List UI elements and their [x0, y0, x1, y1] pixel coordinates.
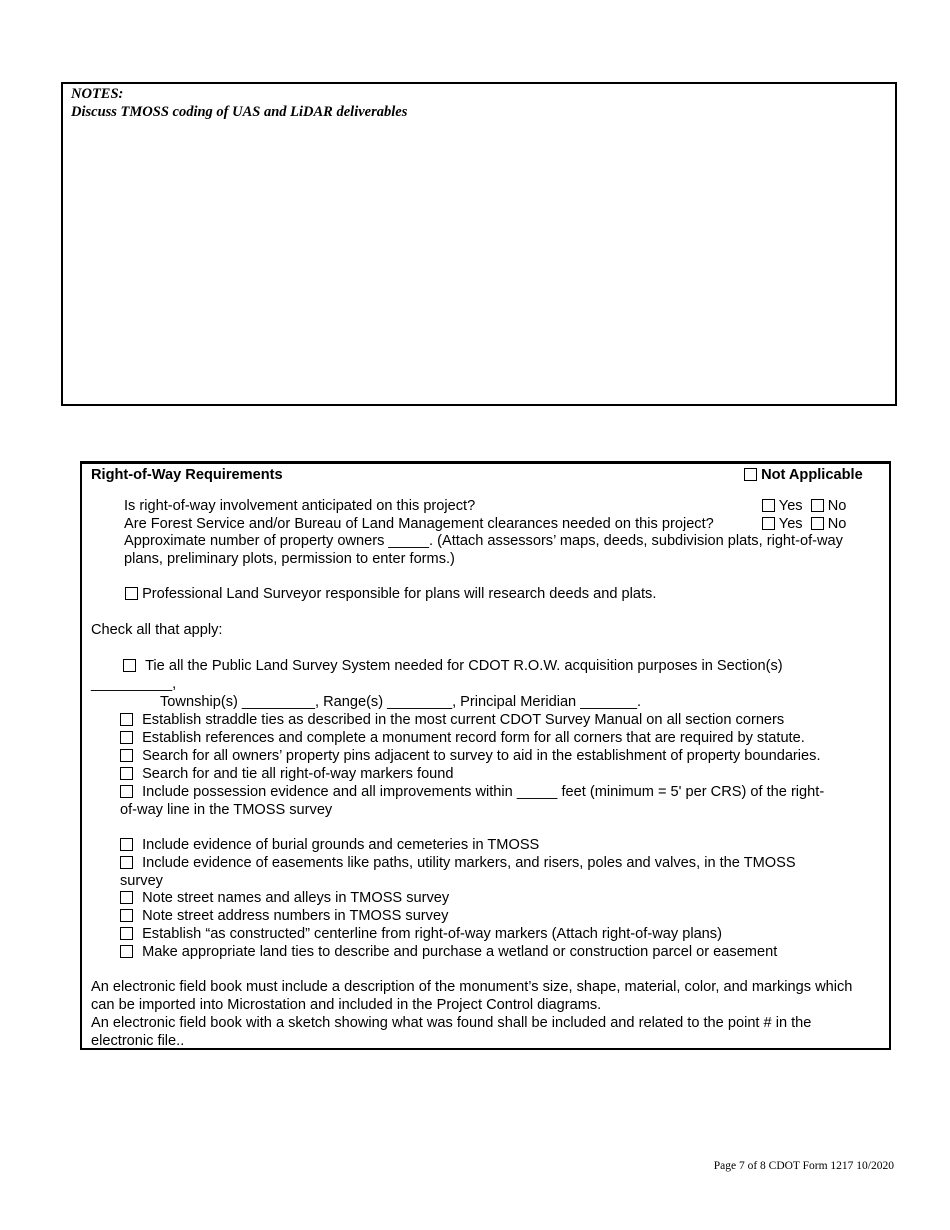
burial-checkbox[interactable]: [120, 838, 133, 851]
references-option[interactable]: [120, 730, 805, 748]
possession-checkbox[interactable]: [120, 785, 133, 798]
pls-option[interactable]: [125, 586, 656, 604]
notes-box: [61, 82, 897, 406]
street-address-label: Note street address numbers in TMOSS survey: [142, 908, 449, 924]
clearances-no-checkbox[interactable]: [811, 517, 824, 530]
property-pins-checkbox[interactable]: [120, 749, 133, 762]
centerline-option[interactable]: [120, 926, 722, 944]
burial-label: Include evidence of burial grounds and cemeteries in TMOSS: [142, 837, 540, 853]
page-footer: Page 7 of 8 CDOT Form 1217 10/2020: [713, 1160, 894, 1172]
street-address-checkbox[interactable]: [120, 909, 133, 922]
tie-plss-option[interactable]: [123, 658, 783, 676]
street-names-option[interactable]: [120, 890, 449, 908]
land-ties-label: Make appropriate land ties to describe and purchase a wetland or construction parcel or easement: [142, 944, 778, 960]
not-applicable-option[interactable]: [744, 467, 863, 485]
tie-plss-checkbox[interactable]: [123, 659, 136, 672]
right-of-way-section: [80, 461, 891, 1050]
easements-label: Include evidence of easements like paths, utility markers, and risers, poles and valves, in the TMOSS: [142, 855, 796, 871]
section-heading: Right-of-Way Requirements: [91, 467, 283, 483]
property-pins-label: Search for all owners’ property pins adjacent to survey to aid in the establishment of property boundaries.: [142, 748, 821, 764]
straddle-ties-checkbox[interactable]: [120, 713, 133, 726]
land-ties-option[interactable]: [120, 944, 777, 962]
references-label: Establish references and complete a monument record form for all corners that are required by statute.: [142, 730, 805, 746]
yes-label: Yes: [778, 516, 803, 532]
efb-sketch-text: An electronic field book with a sketch showing what was found shall be included and related to the point # in the electronic file..: [91, 1015, 812, 1049]
burial-option[interactable]: [120, 837, 539, 855]
row-markers-label: Search for and tie all right-of-way markers found: [142, 766, 454, 782]
efb-description-text: An electronic field book must include a description of the monument’s size, shape, material, color, and markings which can be imported into Microstation and included in the Project Control diagrams.: [91, 979, 853, 1013]
easements-checkbox[interactable]: [120, 856, 133, 869]
notes-text[interactable]: Discuss TMOSS coding of UAS and LiDAR deliverables: [71, 104, 408, 120]
possession-label: Include possession evidence and all improvements within _____ feet (minimum = 5' per CRS) of the right-: [142, 784, 825, 800]
property-pins-option[interactable]: [120, 748, 821, 766]
pls-label: Professional Land Surveyor responsible for plans will research deeds and plats.: [142, 586, 657, 602]
yes-label: Yes: [778, 498, 803, 514]
easements-option[interactable]: [120, 855, 796, 873]
no-label: No: [827, 516, 847, 532]
not-applicable-label: Not Applicable: [761, 467, 863, 483]
no-label: No: [827, 498, 847, 514]
township-line: Township(s) _________, Range(s) ________, Principal Meridian _______.: [160, 694, 642, 710]
possession-label-cont: of-way line in the TMOSS survey: [120, 802, 333, 818]
notes-title: NOTES:: [71, 86, 124, 102]
row-markers-checkbox[interactable]: [120, 767, 133, 780]
possession-option[interactable]: [120, 784, 824, 802]
tie-plss-label: Tie all the Public Land Survey System needed for CDOT R.O.W. acquisition purposes in Section(s): [145, 658, 783, 674]
clearances-yes-checkbox[interactable]: [762, 517, 775, 530]
land-ties-checkbox[interactable]: [120, 945, 133, 958]
straddle-ties-label: Establish straddle ties as described in the most current CDOT Survey Manual on all section corners: [142, 712, 785, 728]
section-blank: __________,: [91, 676, 177, 692]
involvement-no-checkbox[interactable]: [811, 499, 824, 512]
not-applicable-checkbox[interactable]: [744, 468, 757, 481]
involvement-yes-no[interactable]: [762, 498, 846, 516]
easements-label-cont: survey: [120, 873, 163, 889]
centerline-checkbox[interactable]: [120, 927, 133, 940]
centerline-label: Establish “as constructed” centerline from right-of-way markers (Attach right-of-way plans): [142, 926, 722, 942]
row-markers-option[interactable]: [120, 766, 454, 784]
straddle-ties-option[interactable]: [120, 712, 784, 730]
street-address-option[interactable]: [120, 908, 448, 926]
question-clearances: Are Forest Service and/or Bureau of Land Management clearances needed on this project?: [124, 516, 714, 532]
involvement-yes-checkbox[interactable]: [762, 499, 775, 512]
check-all-label: Check all that apply:: [91, 622, 223, 638]
street-names-label: Note street names and alleys in TMOSS survey: [142, 890, 450, 906]
pls-checkbox[interactable]: [125, 587, 138, 600]
question-row-involvement: Is right-of-way involvement anticipated on this project?: [124, 498, 476, 514]
clearances-yes-no[interactable]: [762, 516, 846, 534]
street-names-checkbox[interactable]: [120, 891, 133, 904]
references-checkbox[interactable]: [120, 731, 133, 744]
property-owners-text: Approximate number of property owners _____. (Attach assessors’ maps, deeds, subdivision plats, right-of-way plans, preliminary plots, permission to enter forms.): [124, 533, 843, 567]
